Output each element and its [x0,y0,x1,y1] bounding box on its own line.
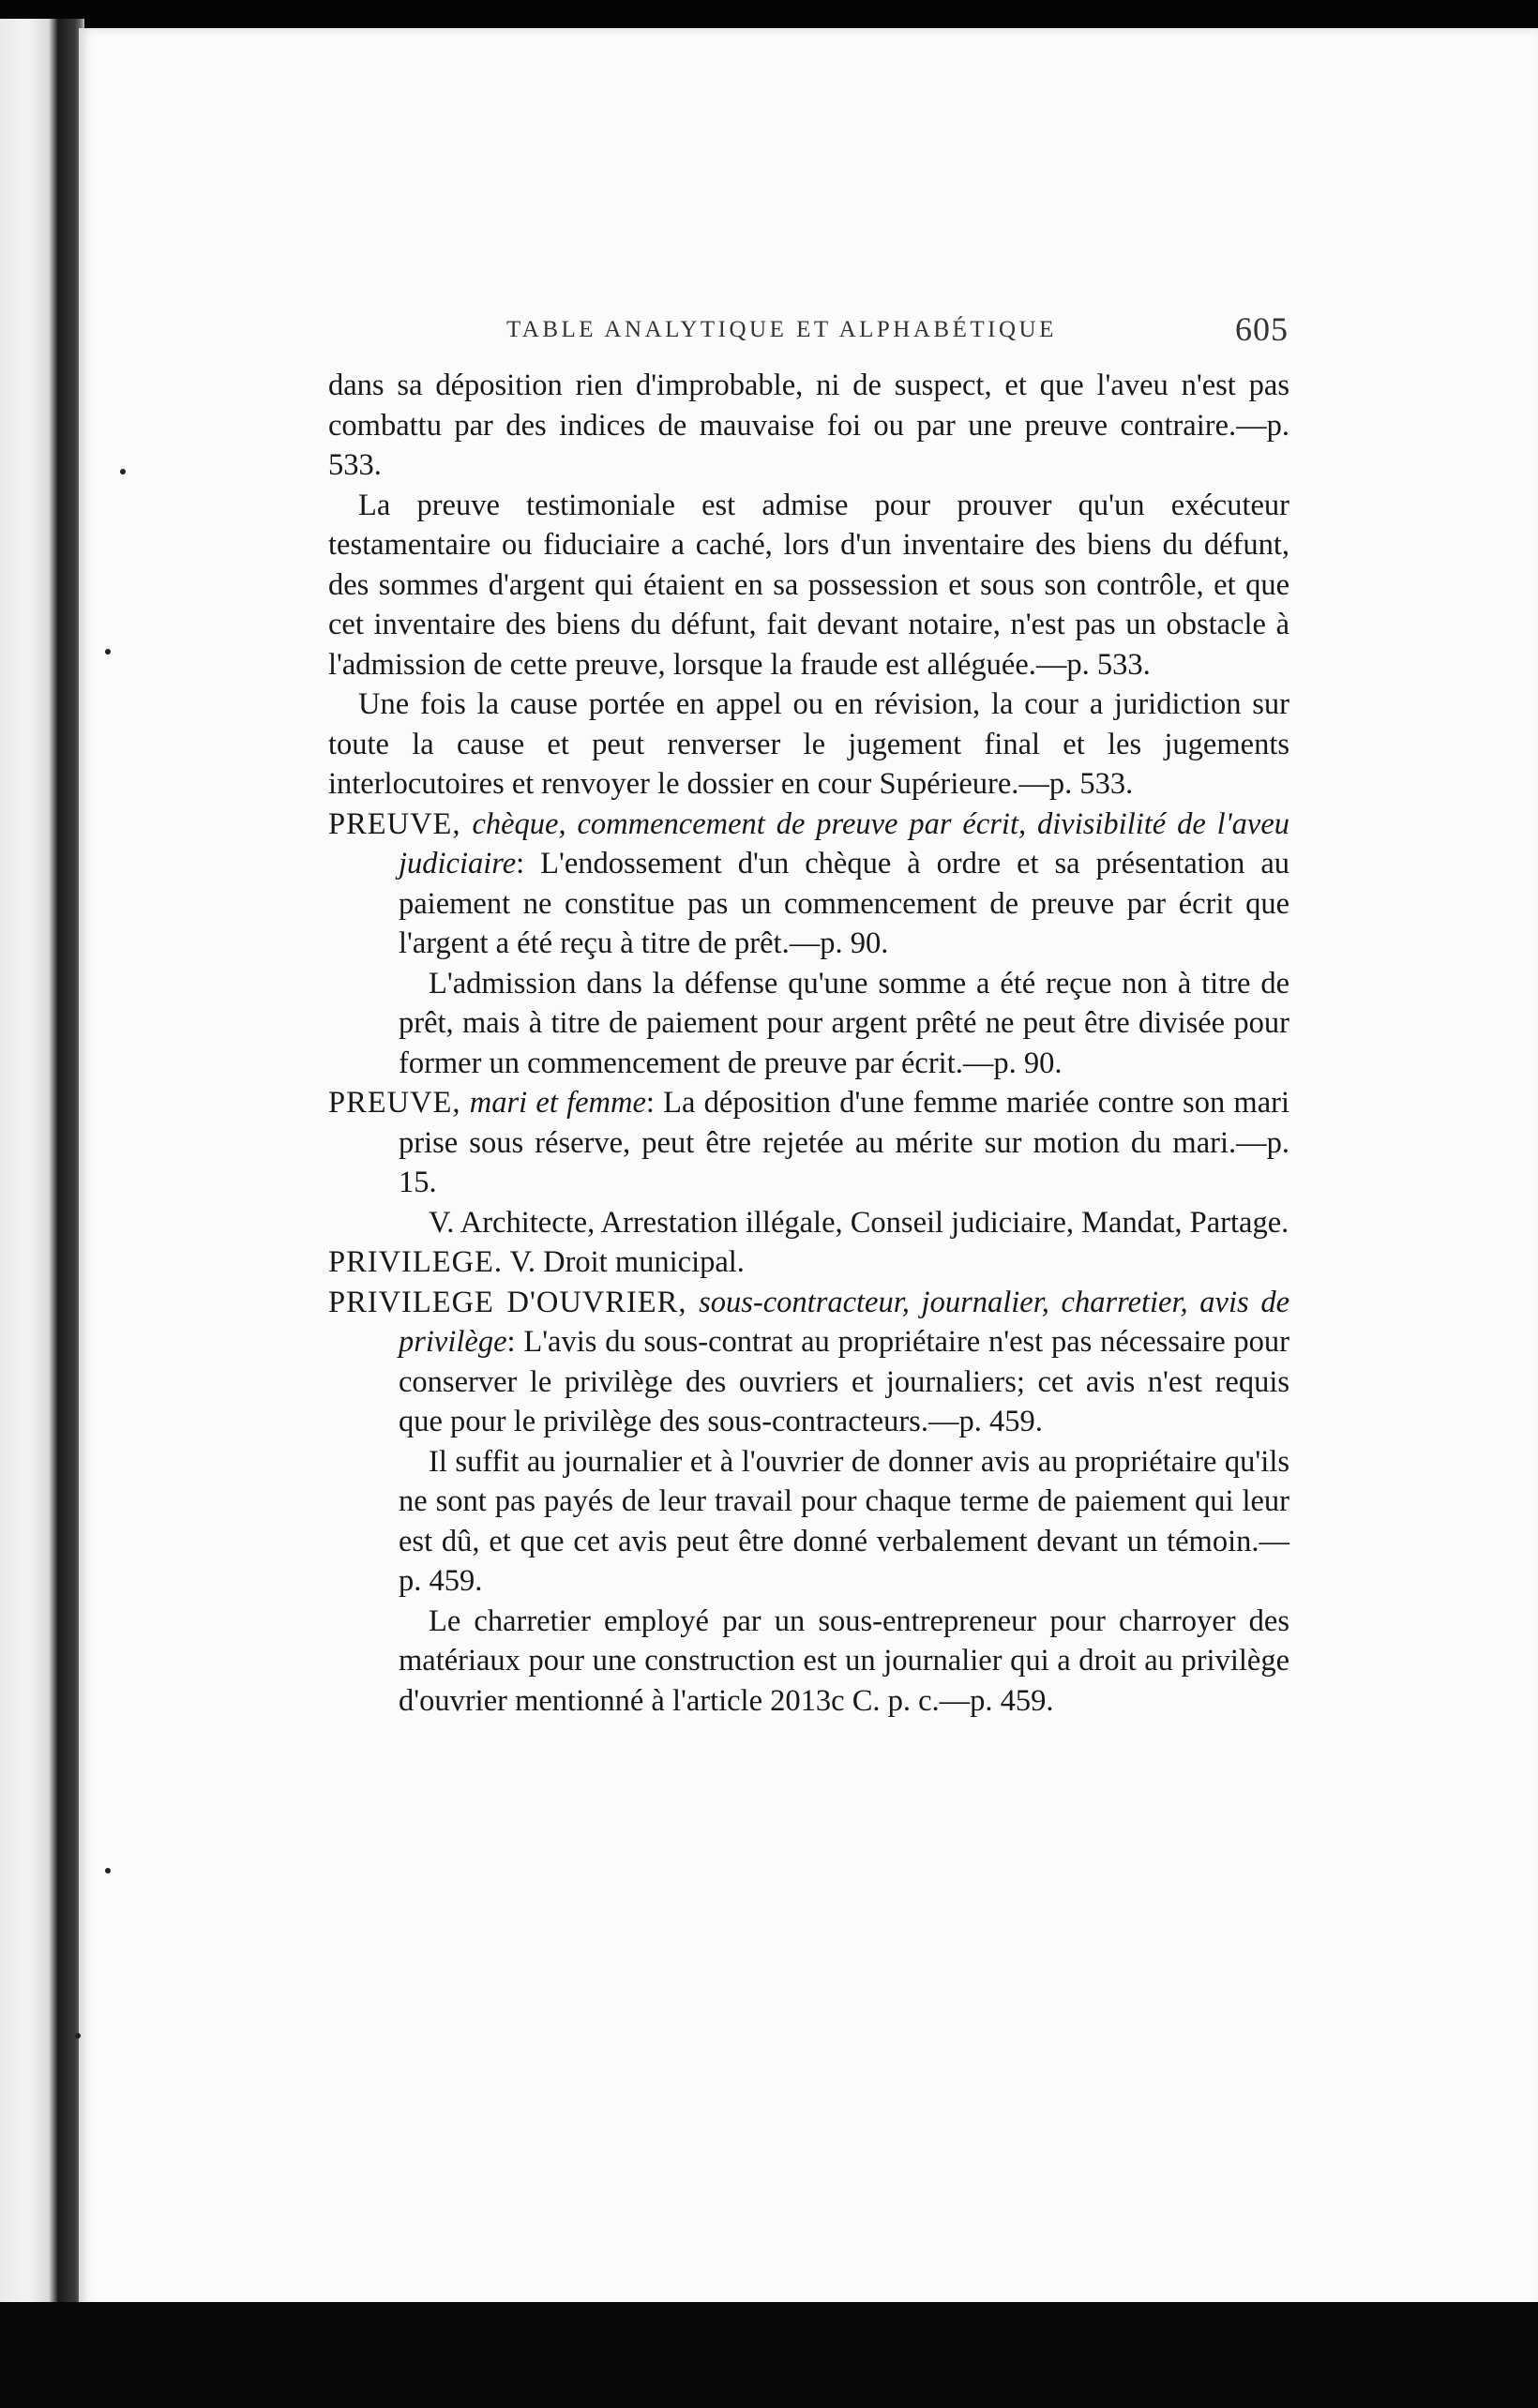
entry-heading: PREUVE, [328,806,461,841]
entry-heading: PRIVILEGE D'OUVRIER, [328,1285,687,1319]
paragraph: La preuve testimoniale est admise pour prouver qu'un exécuteur testamentaire ou fiduciaire a caché, lors d'un inventaire des biens du défunt, des sommes d'argent qui étaient en sa possession et sous son contrôle, et que cet inventaire des biens du défunt, fait devant notaire, n'est pas un obstacle à l'admission de cette preuve, lorsque la fraude est alléguée.—p. 533. [328,488,1289,682]
index-entry-preuve-cheque [328,805,1290,964]
entry-heading: PRIVILEGE. [328,1245,504,1279]
running-title: TABLE ANALYTIQUE ET ALPHABÉTIQUE [506,317,1057,342]
entry-subject: sous-contracteur, journalier, charretier, avis de privilège [399,1285,1289,1359]
book-spine-edge [0,19,84,2307]
entry-subject: chèque, commencement de preuve par écrit, divisibilité de l'aveu judiciaire [399,806,1290,880]
entry-subject: mari et femme [469,1086,646,1120]
paragraph: dans sa déposition rien d'improbable, ni de suspect, et que l'aveu n'est pas combattu par des indices de mauvaise foi ou par une preuve contraire.—p. 533. [328,369,1289,482]
paragraph: Une fois la cause portée en appel ou en révision, la cour a juridiction sur toute la cause et peut renverser le jugement final et les jugements interlocutoires et renvoyer le dossier en cour Supérieure.—p. 533. [328,687,1289,801]
entry-body: V. Droit municipal. [509,1245,745,1279]
entry-body: : L'avis du sous-contrat au propriétaire n'est pas nécessaire pour conserver le privilège des ouvriers et journaliers; cet avis n'est requis que pour le privilège des sous-contracteurs.—p. 459. [399,1325,1289,1438]
paragraph: Le charretier employé par un sous-entrepreneur pour charroyer des matériaux pour une construction est un journalier qui a droit au privilège d'ouvrier mentionné à l'article 2013c C. p. c.—p. 459. [399,1603,1289,1718]
running-header [506,309,1294,351]
entry-body: : La déposition d'une femme mariée contre son mari prise sous réserve, peut être rejetée au mérite sur motion du mari.—p. 15. [399,1086,1289,1199]
index-text [328,366,1289,1721]
index-entry-preuve-mari [328,1083,1289,1203]
index-entry-privilege-ouvrier [328,1283,1289,1442]
paragraph: L'admission dans la défense qu'une somme a été reçue non à titre de prêt, mais à titre de paiement pour argent prêté ne peut être divisée pour former un commencement de preuve par écrit.—p. 90. [399,966,1289,1080]
index-entry-privilege [328,1242,1289,1283]
paragraph: Il suffit au journalier et à l'ouvrier de donner avis au propriétaire qu'ils ne sont pas payés de leur travail pour chaque terme de paiement qui leur est dû, et que cet avis peut être donné verbalement devant un témoin.—p. 459. [399,1444,1289,1598]
entry-body: : L'endossement d'un chèque à ordre et sa présentation au paiement ne constitue pas un commencement de preuve par écrit que l'argent a été reçu à titre de prêt.—p. 90. [399,847,1289,960]
page-number: 605 [1235,310,1289,348]
paragraph: V. Architecte, Arrestation illégale, Conseil judiciaire, Mandat, Partage. [429,1205,1289,1240]
scan-bottom-border [0,2302,1538,2408]
entry-heading: PREUVE, [328,1086,461,1120]
